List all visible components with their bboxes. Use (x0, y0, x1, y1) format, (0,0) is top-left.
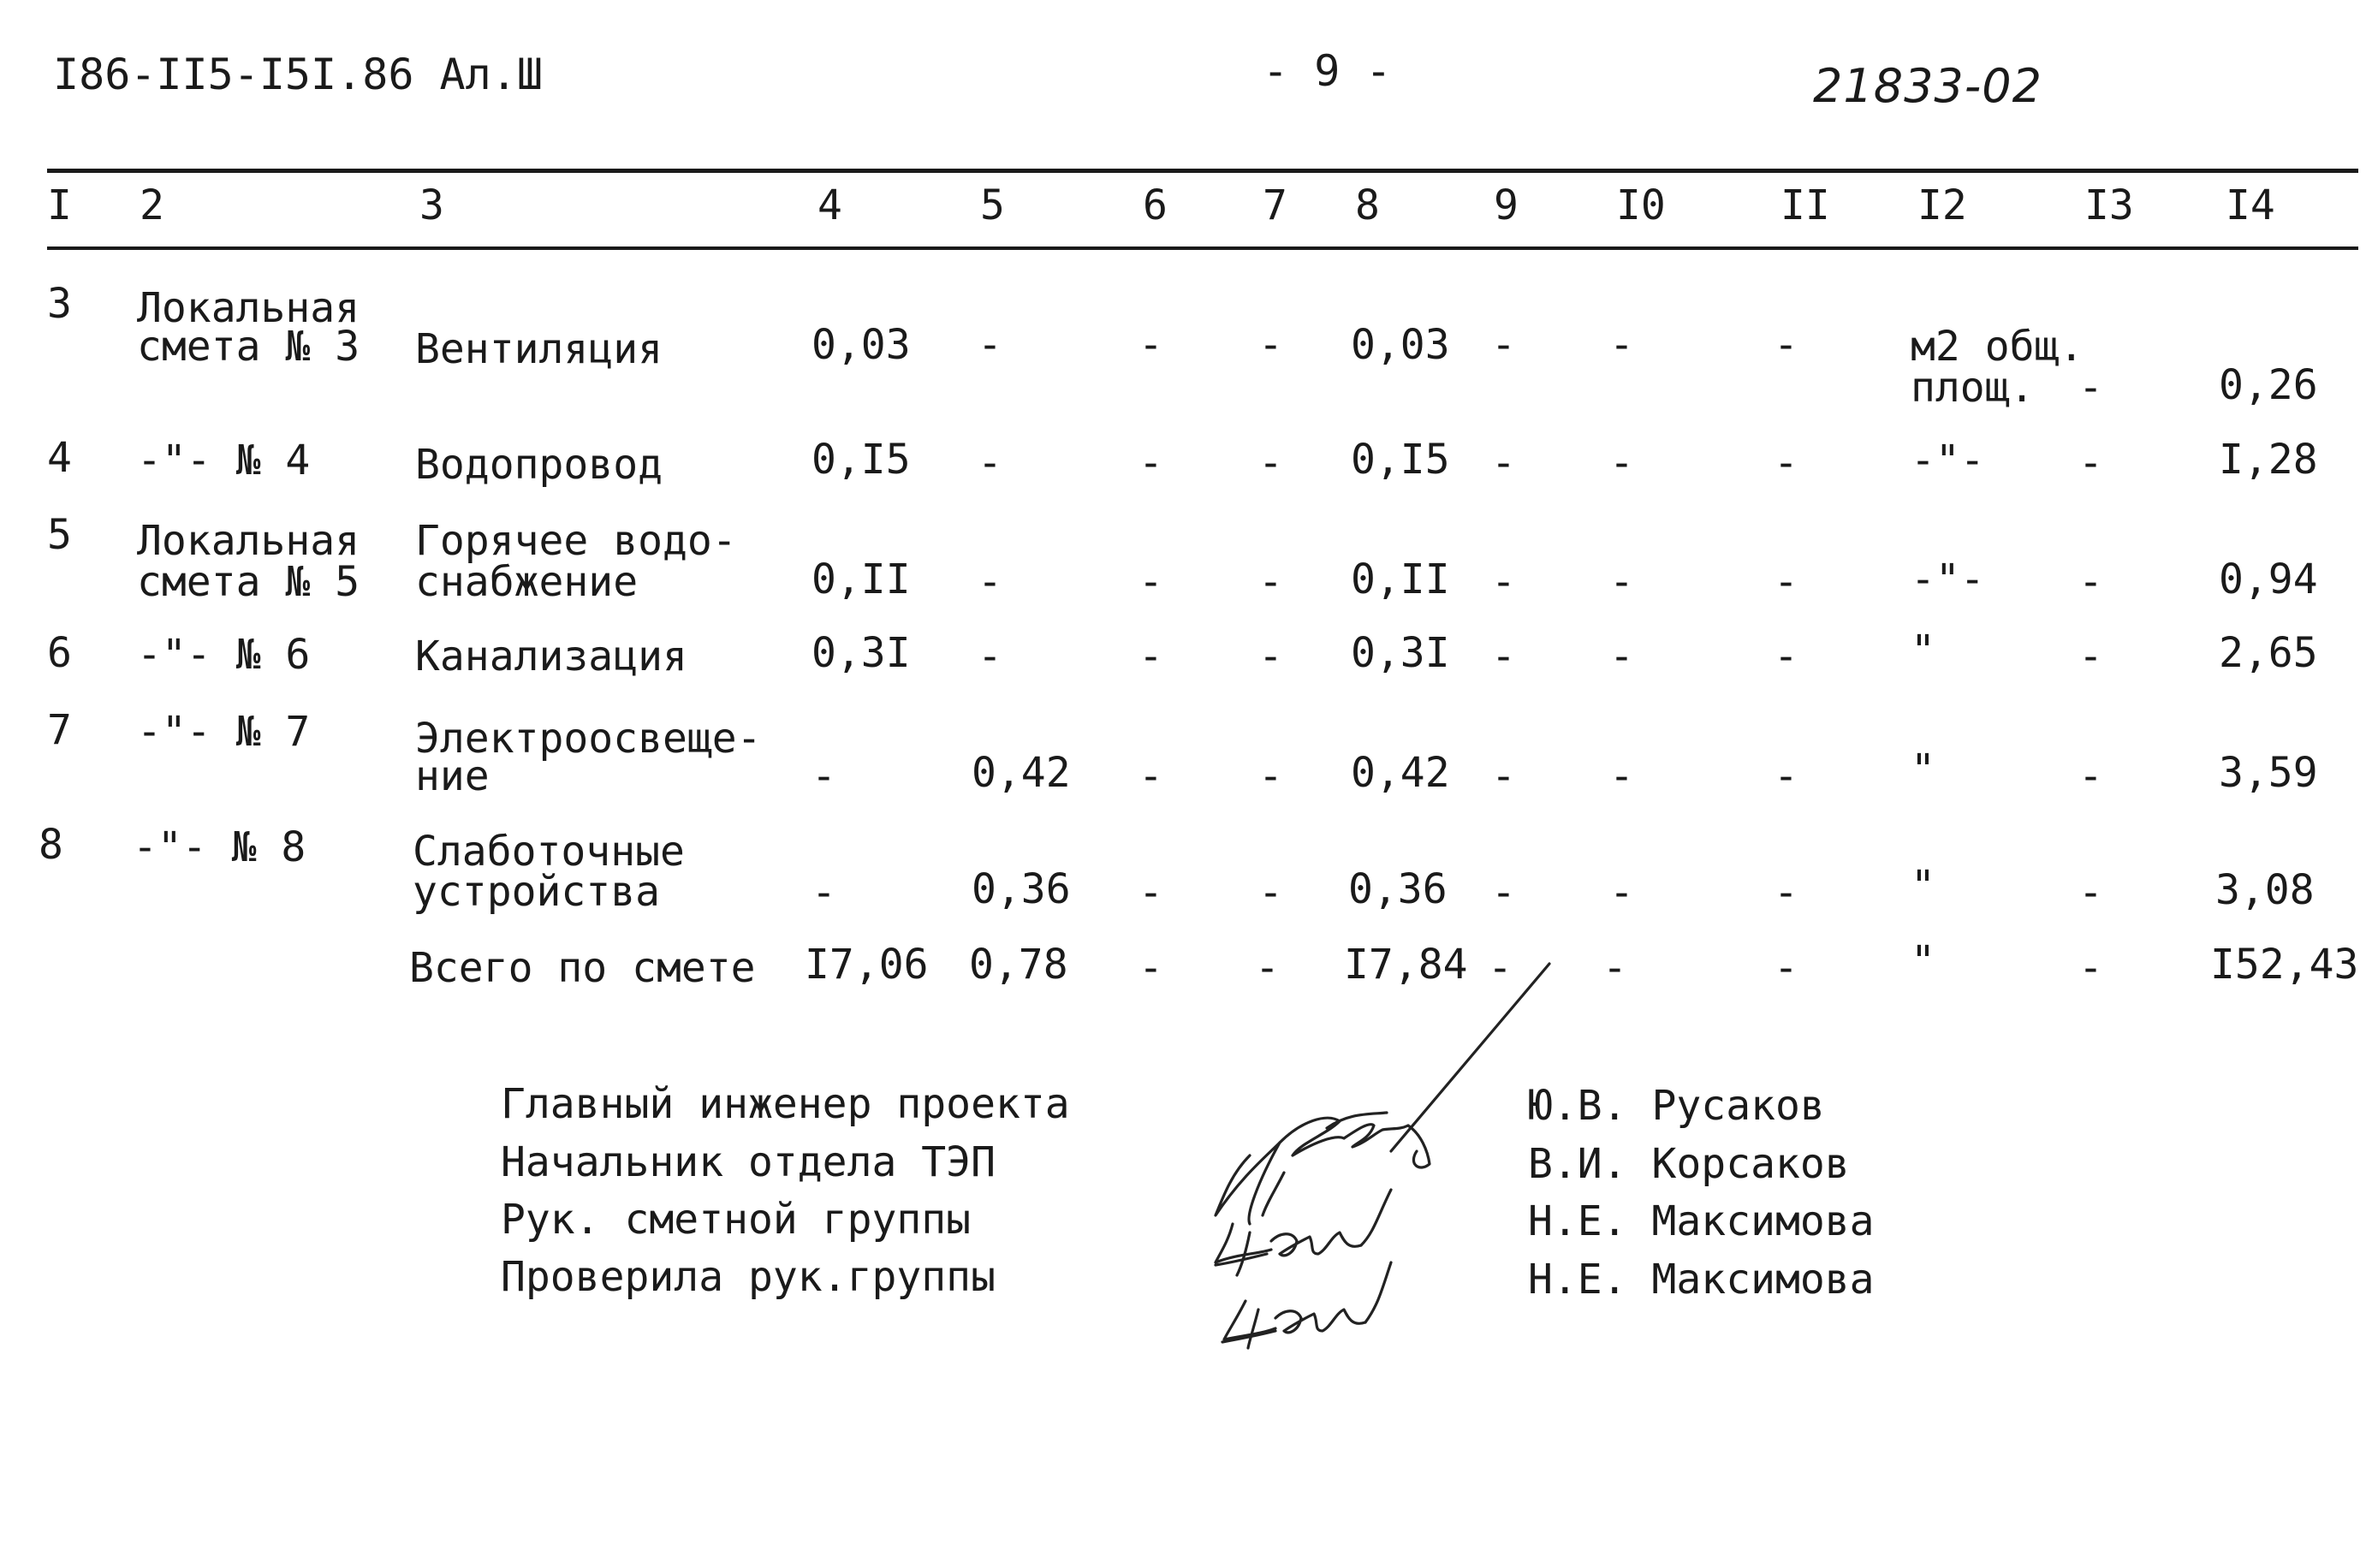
cell-col8: 0,I5 (1351, 436, 1450, 484)
cell-col14: 2,65 (2219, 629, 2318, 677)
signer-name: В.И. Корсаков (1528, 1140, 1850, 1188)
cell-col10: - (1609, 558, 1634, 606)
cell-col13: - (2078, 558, 2103, 606)
inventory-number: 21833-02 (1813, 59, 2042, 113)
table-header-rule (47, 246, 2358, 250)
cell-col13: - (2078, 869, 2103, 917)
cell-col11: - (1774, 558, 1798, 606)
cell-col8: 0,36 (1348, 865, 1448, 913)
row-number: 4 (47, 434, 72, 482)
cell-col4: 0,3I (811, 629, 911, 677)
cell-col11: - (1774, 869, 1798, 917)
work-name: Горячее водо- (415, 517, 737, 565)
cell-col13: - (2078, 633, 2103, 680)
cell-col6: - (1138, 321, 1163, 369)
cell-col9: - (1491, 869, 1516, 917)
cell-col11: - (1774, 752, 1798, 800)
signer-role: Начальник отдела ТЭП (501, 1138, 996, 1186)
cell-col9: - (1491, 633, 1516, 680)
document-code: I86-II5-I5I.86 Ал.Ш (53, 50, 543, 99)
cell-col13: - (2078, 364, 2103, 412)
work-name: Канализация (415, 633, 687, 680)
signer-role: Проверила рук.группы (501, 1253, 996, 1301)
total-col7: - (1255, 944, 1280, 992)
column-number: I (47, 181, 72, 229)
signer-role: Главный инженер проекта (501, 1080, 1070, 1128)
total-col8: I7,84 (1344, 941, 1468, 989)
page-number: - 9 - (1263, 46, 1392, 96)
cell-col12: м2 общ. (1911, 323, 2084, 371)
cell-col6: - (1138, 633, 1163, 680)
column-number: 3 (419, 181, 444, 229)
cell-col7: - (1258, 439, 1283, 487)
cell-col4: 0,03 (811, 321, 911, 369)
column-number: I3 (2084, 181, 2134, 229)
cell-col7: - (1258, 558, 1283, 606)
column-number: 5 (980, 181, 1005, 229)
column-number: II (1780, 181, 1830, 229)
cell-col6: - (1138, 869, 1163, 917)
cell-col4: - (811, 752, 836, 800)
cell-col7: - (1258, 752, 1283, 800)
work-name-line2: снабжение (415, 558, 639, 606)
cell-col7: - (1258, 633, 1283, 680)
cell-col8: 0,03 (1351, 321, 1450, 369)
column-number: 8 (1355, 181, 1380, 229)
cell-col9: - (1491, 321, 1516, 369)
cell-col5: 0,36 (972, 865, 1071, 913)
cell-col7: - (1258, 869, 1283, 917)
estimate-ref: -"- № 7 (137, 708, 311, 756)
cell-col6: - (1138, 558, 1163, 606)
column-number: 4 (817, 181, 842, 229)
work-name: Электроосвеще- (415, 715, 762, 763)
estimate-ref: Локальная (137, 284, 360, 332)
cell-col10: - (1609, 439, 1634, 487)
cell-col12-line2: площ. (1911, 364, 2035, 412)
cell-col14: I,28 (2219, 436, 2318, 484)
signer-name: Н.Е. Максимова (1528, 1256, 1875, 1304)
total-col11: - (1774, 944, 1798, 992)
cell-col5: - (978, 633, 1002, 680)
cell-col9: - (1491, 558, 1516, 606)
cell-col5: - (978, 558, 1002, 606)
cell-col12: " (1911, 627, 1935, 674)
total-col13: - (2078, 944, 2103, 992)
signer-name: Н.Е. Максимова (1528, 1197, 1875, 1245)
cell-col4: 0,II (811, 555, 911, 603)
cell-col11: - (1774, 439, 1798, 487)
table-top-rule (47, 169, 2358, 173)
cell-col9: - (1491, 439, 1516, 487)
row-number: 7 (47, 706, 72, 754)
cell-col10: - (1609, 869, 1634, 917)
signer-name: Ю.В. Русаков (1528, 1082, 1825, 1130)
signer-role: Рук. сметной группы (501, 1196, 972, 1244)
cell-col7: - (1258, 321, 1283, 369)
work-name-line2: ние (415, 752, 490, 800)
cell-col4: - (811, 869, 836, 917)
cell-col8: 0,II (1351, 555, 1450, 603)
row-number: 8 (39, 821, 63, 869)
work-name: Водопровод (415, 441, 663, 489)
cell-col5: - (978, 321, 1002, 369)
work-name: Вентиляция (415, 325, 663, 373)
estimate-ref: Локальная (137, 517, 360, 565)
cell-col8: 0,3I (1351, 629, 1450, 677)
estimate-ref: -"- № 6 (137, 631, 311, 679)
cell-col14: 3,59 (2219, 749, 2318, 797)
column-number: 2 (140, 181, 164, 229)
cell-col6: - (1138, 439, 1163, 487)
total-col10: - (1602, 944, 1627, 992)
column-number: I0 (1616, 181, 1666, 229)
cell-col11: - (1774, 633, 1798, 680)
cell-col14: 0,26 (2219, 361, 2318, 409)
cell-col12: -"- (1911, 437, 1985, 484)
cell-col14: 3,08 (2215, 866, 2315, 914)
column-number: I2 (1917, 181, 1967, 229)
cell-col5: 0,42 (972, 749, 1071, 797)
cell-col8: 0,42 (1351, 749, 1450, 797)
column-number: I4 (2226, 181, 2275, 229)
cell-col10: - (1609, 633, 1634, 680)
handwritten-signature (1198, 959, 1558, 1352)
cell-col6: - (1138, 752, 1163, 800)
cell-col12: " (1911, 862, 1935, 910)
work-name-line2: устройства (413, 868, 660, 916)
work-name: Слаботочные (413, 828, 685, 876)
row-number: 5 (47, 511, 72, 559)
cell-col4: 0,I5 (811, 436, 911, 484)
cell-col13: - (2078, 439, 2103, 487)
estimate-ref: -"- № 8 (133, 823, 306, 871)
total-col5: 0,78 (969, 941, 1068, 989)
cell-col10: - (1609, 321, 1634, 369)
total-col9: - (1488, 944, 1513, 992)
row-number: 3 (47, 280, 72, 328)
total-col6: - (1138, 944, 1163, 992)
estimate-ref: -"- № 4 (137, 437, 311, 484)
cell-col10: - (1609, 752, 1634, 800)
estimate-ref-line2: смета № 3 (137, 323, 360, 371)
row-number: 6 (47, 629, 72, 677)
total-col14: I52,43 (2210, 941, 2359, 989)
column-number: 6 (1143, 181, 1168, 229)
estimate-ref-line2: смета № 5 (137, 558, 360, 606)
cell-col14: 0,94 (2219, 555, 2318, 603)
total-col12: " (1911, 937, 1935, 985)
cell-col13: - (2078, 752, 2103, 800)
column-number: 9 (1494, 181, 1519, 229)
cell-col11: - (1774, 321, 1798, 369)
cell-col12: " (1911, 745, 1935, 793)
cell-col9: - (1491, 752, 1516, 800)
column-number: 7 (1263, 181, 1287, 229)
cell-col5: - (978, 439, 1002, 487)
cell-col12: -"- (1911, 555, 1985, 603)
total-label: Всего по смете (409, 944, 756, 992)
total-col4: I7,06 (805, 941, 929, 989)
